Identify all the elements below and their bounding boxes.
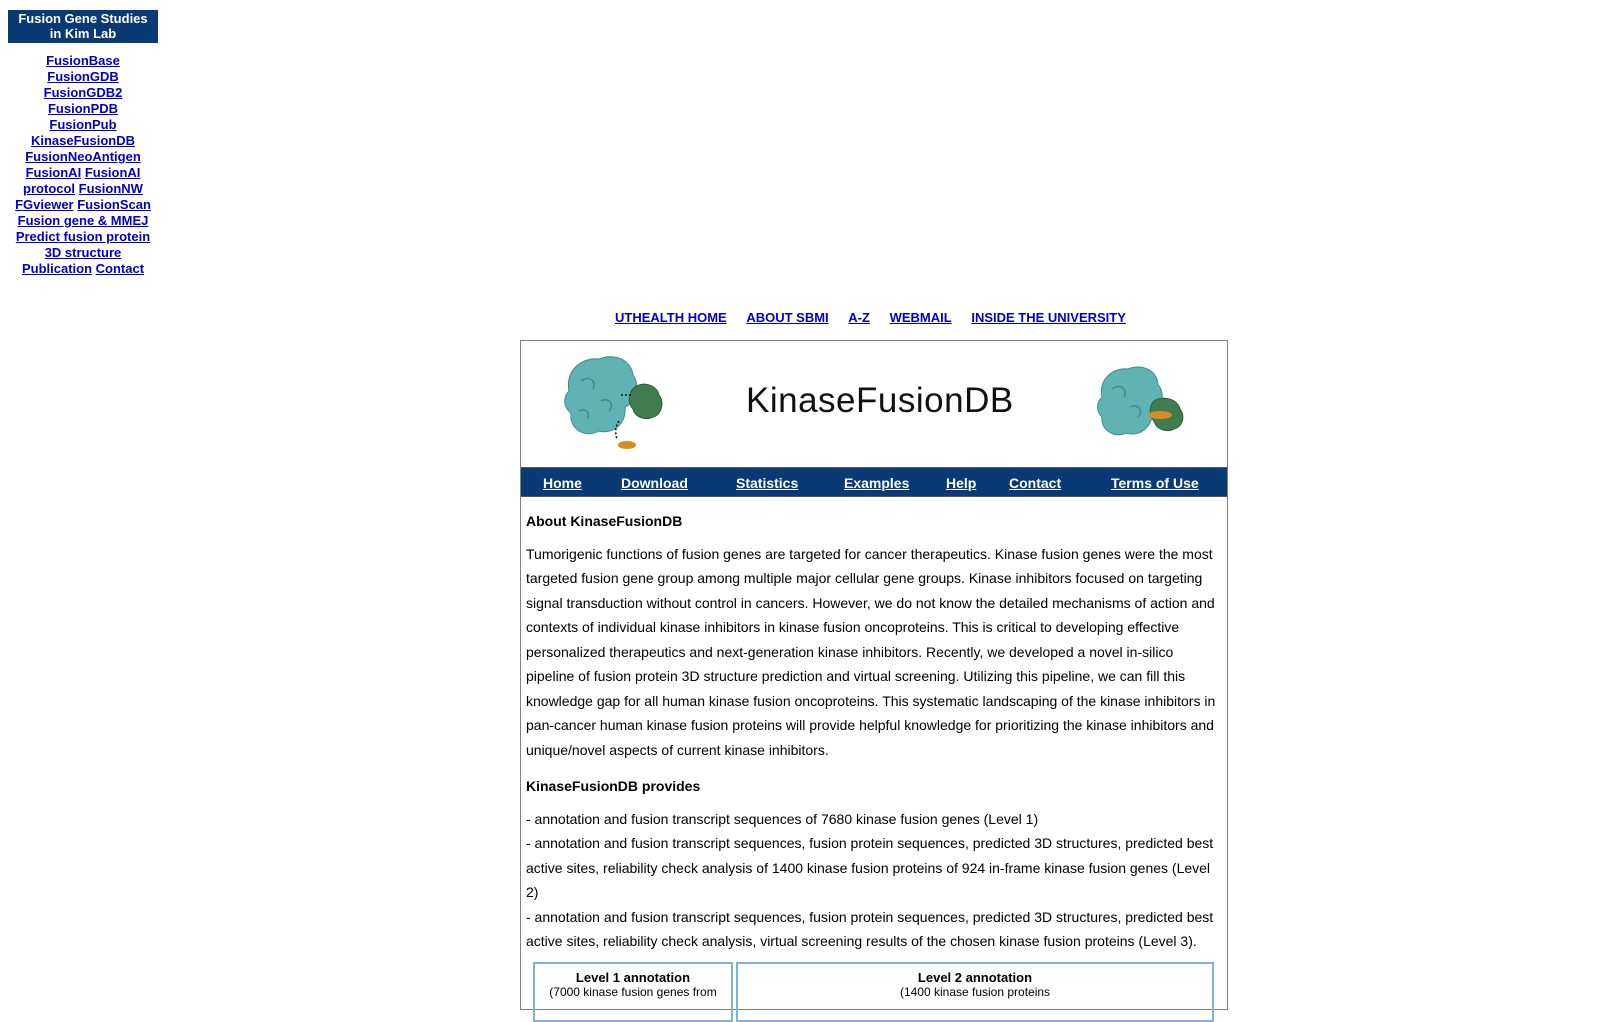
level2-subtitle: (1400 kinase fusion proteins — [899, 984, 1051, 999]
menu-home[interactable]: Home — [543, 475, 582, 491]
menu-examples[interactable]: Examples — [844, 475, 910, 491]
sidebar-link-kinasefusiondb[interactable]: KinaseFusionDB — [30, 133, 135, 148]
sidebar-links — [8, 53, 158, 277]
sidebar-link-fusionai-protocol-a[interactable]: FusionAI — [84, 165, 141, 180]
sidebar — [8, 10, 158, 277]
level1-subtitle: (7000 kinase fusion genes from — [549, 984, 717, 999]
sidebar-link-fusiongdb2[interactable]: FusionGDB2 — [43, 85, 123, 100]
banner — [521, 341, 1227, 467]
sidebar-link-fusionscan[interactable]: FusionScan — [77, 197, 151, 212]
about-heading: About KinaseFusionDB — [526, 513, 683, 529]
sidebar-link-fusionai-protocol-b[interactable]: protocol — [23, 181, 76, 196]
sidebar-title — [8, 10, 158, 43]
menu-statistics[interactable]: Statistics — [736, 475, 799, 491]
sidebar-link-fusionpdb[interactable]: FusionPDB — [47, 101, 119, 116]
level1-title: Level 1 annotation — [575, 969, 691, 985]
level-diagram — [526, 962, 1222, 1022]
provides-item-level2: - annotation and fusion transcript sequences, fusion protein sequences, predicted 3D structures, predicted best active sites, reliability check analysis of 1400 kinase fusion proteins of 924 in-frame kinase fusion genes (Level 2) — [526, 835, 1214, 900]
nav-about-sbmi[interactable]: ABOUT SBMI — [746, 310, 829, 325]
sidebar-link-fusionnw[interactable]: FusionNW — [78, 181, 143, 196]
level1-box — [533, 962, 733, 1022]
nav-uthealth-home[interactable]: UTHEALTH HOME — [615, 310, 727, 325]
menu-help[interactable]: Help — [946, 475, 977, 491]
sidebar-title-line2: in Kim Lab — [49, 26, 117, 41]
sidebar-link-publication[interactable]: Publication — [21, 261, 93, 276]
sidebar-link-fusionbase[interactable]: FusionBase — [46, 53, 120, 68]
sidebar-link-predict-b[interactable]: 3D structure — [44, 245, 122, 260]
sidebar-link-fgviewer[interactable]: FGviewer — [15, 197, 74, 212]
sidebar-link-fusionneoantigen[interactable]: FusionNeoAntigen — [25, 149, 141, 164]
menu-contact[interactable]: Contact — [1009, 475, 1062, 491]
kinase-protein-logo-left — [561, 351, 671, 451]
menu-terms-of-use[interactable]: Terms of Use — [1111, 475, 1199, 491]
provides-list — [526, 807, 1222, 954]
main-menu-bar — [521, 467, 1227, 497]
sidebar-link-fusion-mmej[interactable]: Fusion gene & MMEJ — [17, 213, 149, 228]
sidebar-link-contact[interactable]: Contact — [95, 261, 145, 276]
provides-item-level1: - annotation and fusion transcript sequences of 7680 kinase fusion genes (Level 1) — [526, 810, 1039, 827]
level2-box — [736, 962, 1214, 1022]
nav-inside-university[interactable]: INSIDE THE UNIVERSITY — [971, 310, 1126, 325]
provides-item-level3: - annotation and fusion transcript sequences, fusion protein sequences, predicted 3D structures, predicted best active sites, reliability check analysis, virtual screening results of the chosen kinase fusion proteins (Level 3). — [526, 908, 1214, 949]
about-text: Tumorigenic functions of fusion genes are targeted for cancer therapeutics. Kinase fusion genes were the most targeted fusion gene group among multiple major cellular gene groups. Kinase inhibitors focused on targeting signal transduction without control in cancers. However, we do not know the detailed mechanisms of action and contexts of individual kinase inhibitors in kinase fusion oncoproteins. This is critical to developing effective personalized therapeutics and next-generation kinase inhibitors. Recently, we developed a novel in-silico pipeline of fusion protein 3D structure prediction and virtual screening. Utilizing this pipeline, we can fill this knowledge gap for all human kinase fusion oncoproteins. This systematic landscaping of the kinase inhibitors in pan-cancer human kinase fusion proteins will provide helpful knowledge for prioritizing the kinase inhibitors and unique/novel aspects of current kinase inhibitors. — [526, 545, 1216, 758]
sidebar-title-line1: Fusion Gene Studies — [18, 11, 148, 26]
sidebar-link-fusiongdb[interactable]: FusionGDB — [47, 69, 119, 84]
content-area — [521, 509, 1227, 1022]
level2-title: Level 2 annotation — [917, 969, 1033, 985]
main-panel — [520, 340, 1228, 1010]
provides-heading: KinaseFusionDB provides — [526, 778, 701, 794]
nav-webmail[interactable]: WEBMAIL — [889, 310, 952, 325]
kinase-protein-logo-right — [1096, 363, 1191, 443]
sidebar-link-predict-a[interactable]: Predict fusion protein — [15, 229, 151, 244]
site-title: KinaseFusionDB — [746, 381, 1014, 420]
nav-a-z[interactable]: A-Z — [848, 310, 870, 325]
sidebar-link-fusionpub[interactable]: FusionPub — [49, 117, 117, 132]
sidebar-link-fusionai[interactable]: FusionAI — [25, 165, 82, 180]
menu-download[interactable]: Download — [621, 475, 688, 491]
